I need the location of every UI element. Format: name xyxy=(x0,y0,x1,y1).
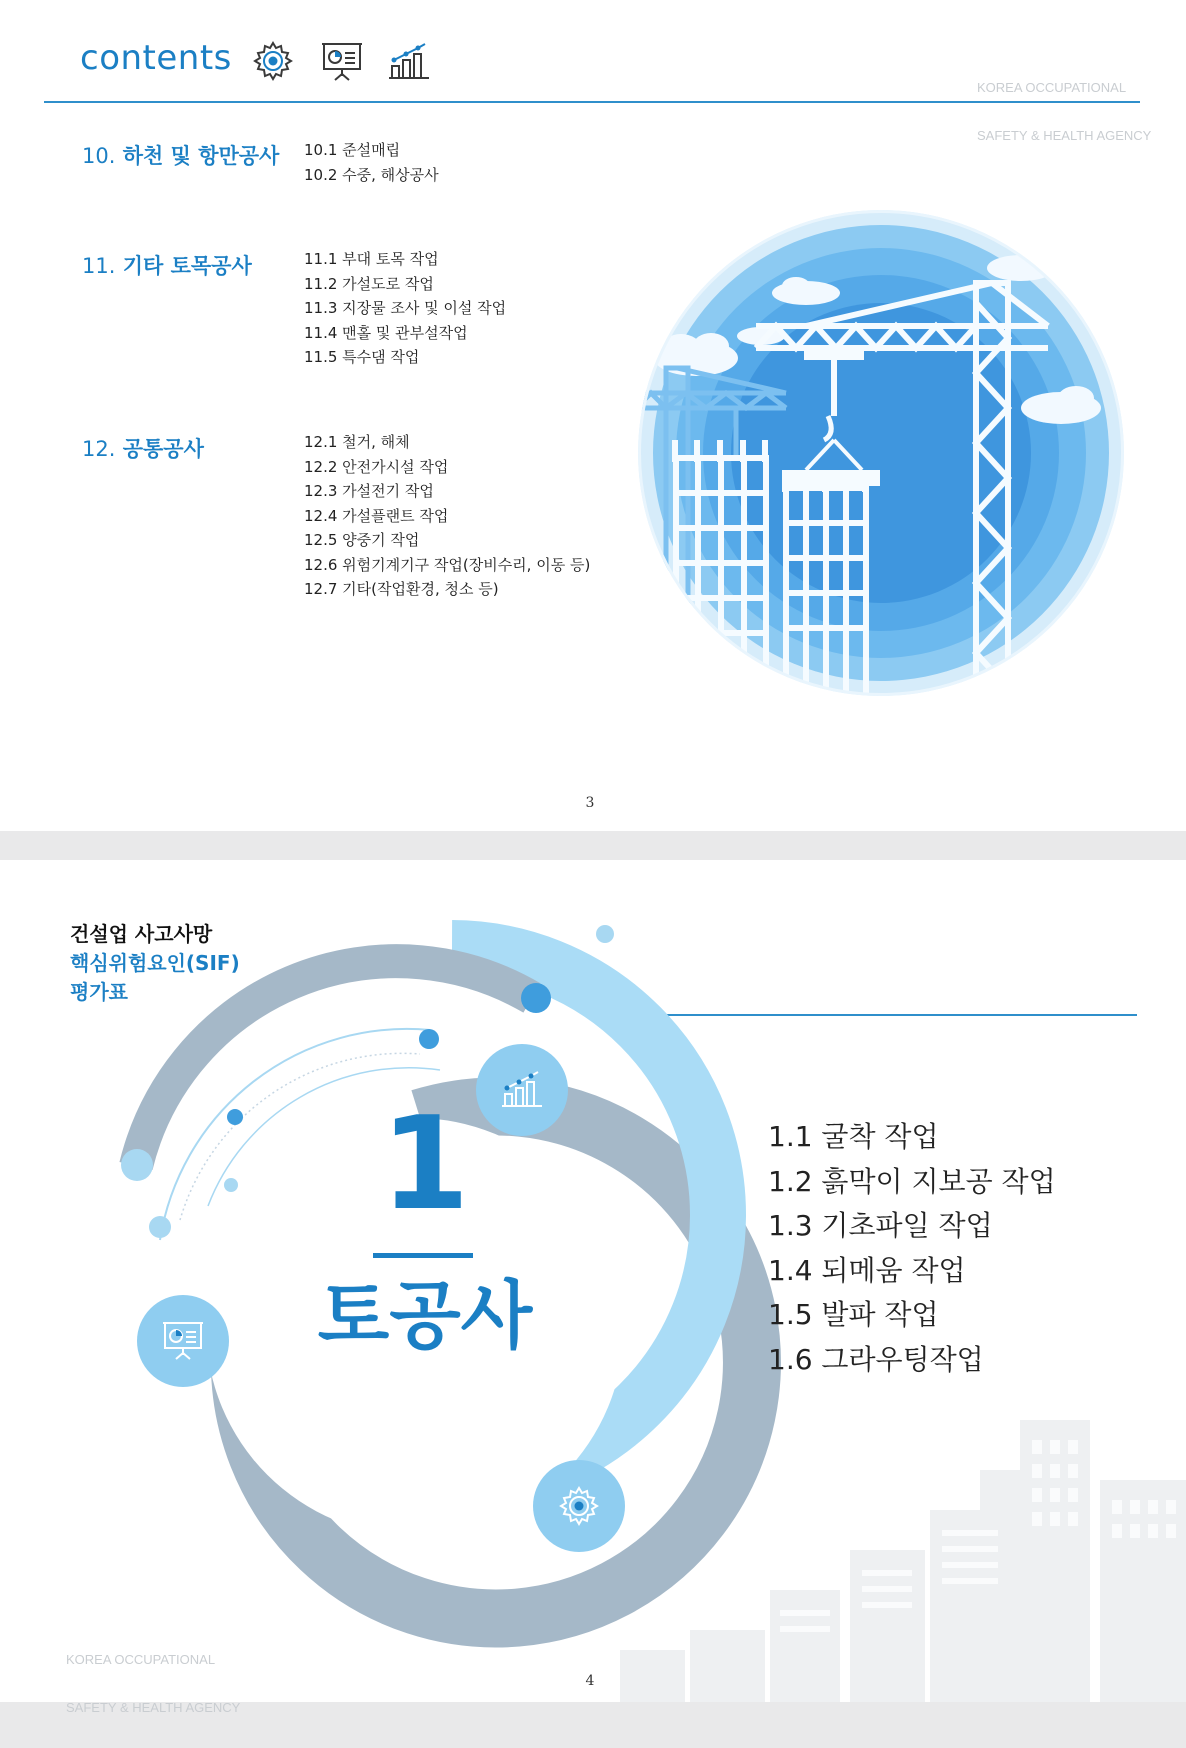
list-item: 12.5 양중기 작업 xyxy=(304,531,420,549)
list-item: 11.5 특수댐 작업 xyxy=(304,348,420,366)
page-4 xyxy=(0,860,1186,1715)
presentation-icon-bubble xyxy=(137,1295,229,1387)
chapter-number-underline xyxy=(373,1253,473,1258)
agency-line-1: KOREA OCCUPATIONAL xyxy=(66,1652,216,1667)
section-10-items xyxy=(304,138,439,187)
list-item: 12.6 위험기계기구 작업(장비수리, 이동 등) xyxy=(304,555,591,574)
list-item: 1.4 되메움 작업 xyxy=(768,1253,966,1287)
list-item: 1.5 발파 작업 xyxy=(768,1298,939,1331)
list-item: 1.6 그라우팅작업 xyxy=(768,1342,984,1376)
gear-icon-bubble xyxy=(533,1460,625,1552)
list-item: 10.2 수중, 해상공사 xyxy=(304,165,439,184)
section-number: 11. xyxy=(82,254,116,278)
section-10-title xyxy=(82,140,279,170)
contents-title: contents xyxy=(80,38,232,78)
list-item: 12.3 가설전기 작업 xyxy=(304,482,434,500)
section-name: 기타 토목공사 xyxy=(122,254,252,278)
page-number: 3 xyxy=(585,795,595,811)
list-item: 11.2 가설도로 작업 xyxy=(304,274,434,293)
list-item: 1.3 기초파일 작업 xyxy=(768,1209,993,1242)
page-number: 4 xyxy=(585,1673,595,1689)
presentation-icon xyxy=(321,40,363,82)
title-line-1: 건설업 사고사망 xyxy=(70,922,213,946)
list-item: 11.3 지장물 조사 및 이설 작업 xyxy=(304,299,507,317)
section-name: 공통공사 xyxy=(122,437,204,461)
chapter-number: 1 xyxy=(380,1090,470,1239)
decorative-dot xyxy=(596,925,614,943)
page-3 xyxy=(0,0,1186,831)
section-number: 10. xyxy=(82,144,116,168)
agency-line-1: KOREA OCCUPATIONAL xyxy=(977,80,1127,95)
list-item: 1.1 굴착 작업 xyxy=(768,1120,939,1153)
list-item: 11.1 부대 토목 작업 xyxy=(304,250,439,268)
agency-line-2: SAFETY & HEALTH AGENCY xyxy=(977,128,1152,143)
section-11-items xyxy=(304,247,506,370)
agency-logo-text xyxy=(977,48,1151,176)
list-item: 12.1 철거, 해체 xyxy=(304,433,410,451)
section-11-title xyxy=(82,250,252,280)
gear-icon xyxy=(558,1485,600,1527)
chapter-items xyxy=(768,1115,1056,1382)
title-line-2: 핵심위험요인(SIF) xyxy=(70,951,240,975)
agency-logo-text xyxy=(66,1620,240,1748)
chapter-title: 토공사 xyxy=(317,1273,533,1359)
section-name: 하천 및 항만공사 xyxy=(122,144,280,168)
list-item: 1.2 흙막이 지보공 작업 xyxy=(768,1164,1056,1198)
bar-chart-icon xyxy=(388,40,430,82)
list-item: 12.4 가설플랜트 작업 xyxy=(304,506,449,525)
gear-icon xyxy=(252,40,294,82)
list-item: 11.4 맨홀 및 관부설작업 xyxy=(304,323,468,342)
agency-line-2: SAFETY & HEALTH AGENCY xyxy=(66,1700,241,1715)
list-item: 12.7 기타(작업환경, 청소 등) xyxy=(304,580,499,598)
list-item: 10.1 준설매립 xyxy=(304,141,401,159)
section-12-title xyxy=(82,433,204,463)
list-item: 12.2 안전가시설 작업 xyxy=(304,457,449,476)
crane-illustration xyxy=(636,208,1126,702)
section-number: 12. xyxy=(82,437,116,461)
header-rule xyxy=(44,101,1140,103)
presentation-icon xyxy=(162,1319,204,1361)
title-line-3: 평가표 xyxy=(70,980,128,1004)
section-12-items xyxy=(304,430,590,602)
